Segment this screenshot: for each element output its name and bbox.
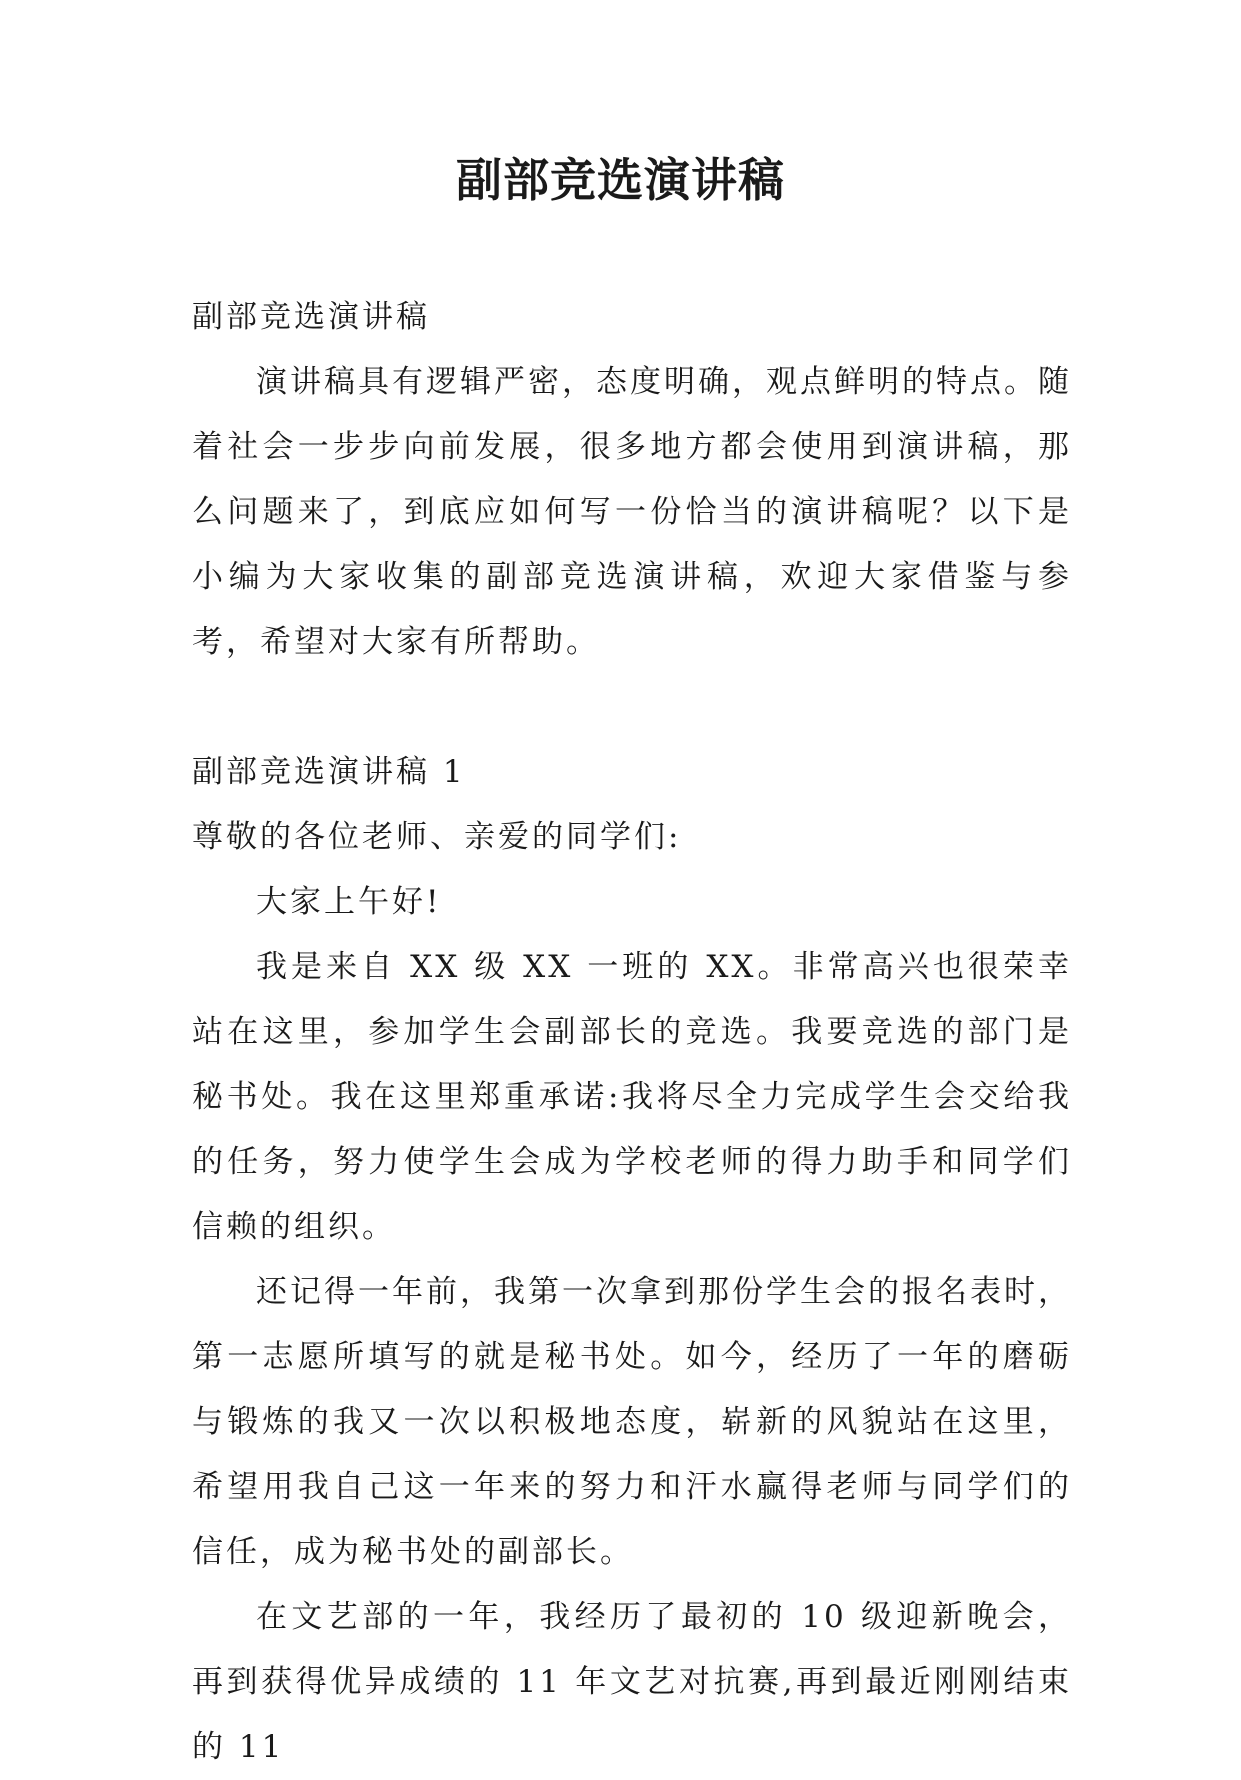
body-paragraph: 还记得一年前，我第一次拿到那份学生会的报名表时，第一志愿所填写的就是秘书处。如今，经历了一年的磨砺与锻炼的我又一次以积极地态度，崭新的风貌站在这里，希望用我自己这一年来的努力和汗水赢得老师与同学们的信任，成为秘书处的副部长。 xyxy=(192,1274,1072,1570)
intro-paragraph: 演讲稿具有逻辑严密，态度明确，观点鲜明的特点。随着社会一步步向前发展，很多地方都会使用到演讲稿，那么问题来了，到底应如何写一份恰当的演讲稿呢？以下是小编为大家收集的副部竞选演讲稿，欢迎大家借鉴与参考，希望对大家有所帮助。 xyxy=(192,364,1072,660)
document-title: 副部竞选演讲稿 xyxy=(456,153,785,207)
body-paragraph: 在文艺部的一年，我经历了最初的 10 级迎新晚会，再到获得优异成绩的 11 年文艺对抗赛,再到最近刚刚结束的 11 xyxy=(192,1599,1072,1765)
greeting: 大家上午好! xyxy=(256,884,442,920)
section-heading: 副部竞选演讲稿 1 xyxy=(192,754,466,790)
salutation: 尊敬的各位老师、亲爱的同学们: xyxy=(192,819,682,855)
subtitle-line: 副部竞选演讲稿 xyxy=(192,299,430,335)
section-gap xyxy=(192,675,1072,740)
body-paragraph: 我是来自 XX 级 XX 一班的 XX。非常高兴也很荣幸站在这里，参加学生会副部长的竞选。我要竞选的部门是秘书处。我在这里郑重承诺:我将尽全力完成学生会交给我的任务，努力使学生会成为学校老师的得力助手和同学们信赖的组织。 xyxy=(192,949,1072,1245)
document-body xyxy=(192,285,1072,1780)
